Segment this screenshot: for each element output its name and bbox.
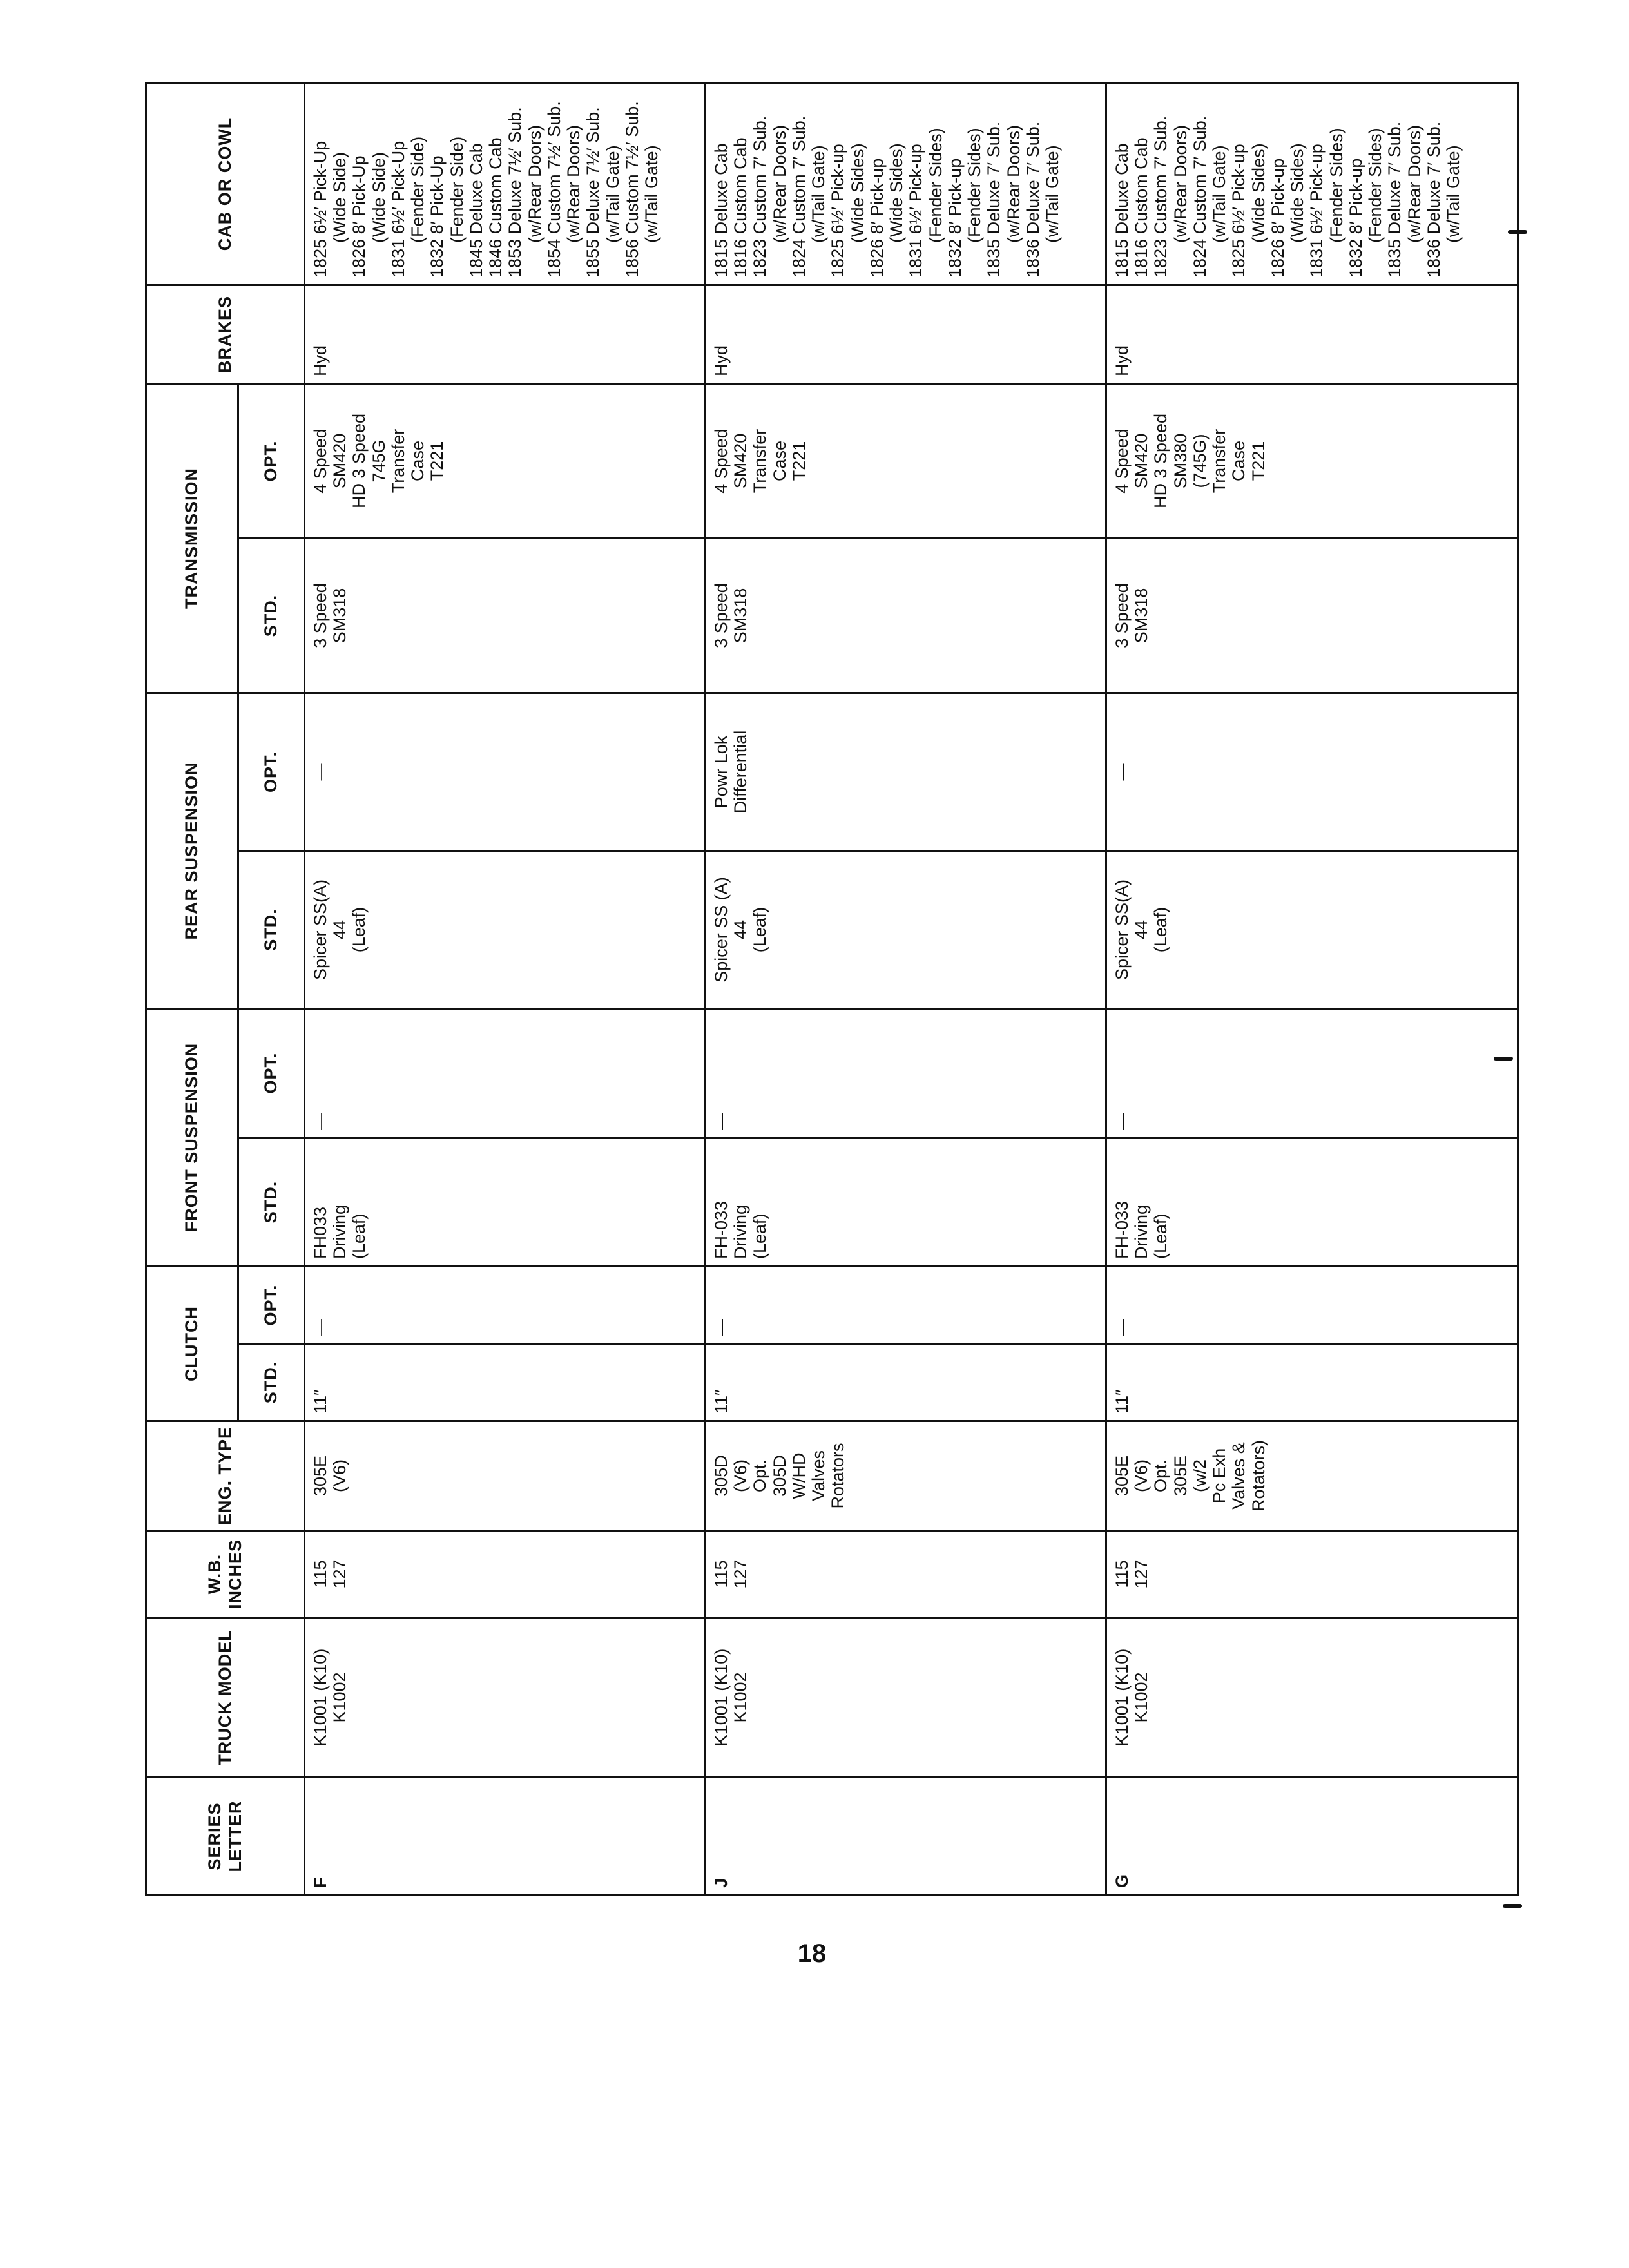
cell-line: 1845 Deluxe Cab — [466, 143, 486, 278]
cell-line: T221 — [427, 441, 447, 481]
cell-rear-suspension-opt — [1106, 693, 1518, 850]
header-transmission: TRANSMISSION — [146, 383, 238, 693]
cell-line: Spicer SS(A) — [1112, 879, 1132, 981]
cell-line: 305E — [1170, 1455, 1190, 1497]
subheader-front-std: STD. — [238, 1137, 305, 1266]
cell-line: Driving — [1132, 1204, 1152, 1259]
margin-tick-mark — [1503, 1904, 1522, 1908]
cell-line: (w/Tail Gate) — [1210, 145, 1229, 243]
cell-line: (Wide Sides) — [1287, 143, 1307, 243]
cell-series-letter — [305, 1778, 706, 1896]
cell-line: 11″ — [711, 1389, 731, 1414]
cell-line: (Leaf) — [1151, 907, 1171, 953]
cell-clutch-opt — [1106, 1266, 1518, 1343]
cell-line: Spicer SS(A) — [311, 879, 330, 981]
cell-line: SM420 — [1132, 433, 1152, 489]
cell-line: (Leaf) — [349, 907, 369, 953]
cell-wb-inches — [305, 1531, 706, 1618]
cell-line: 1853 Deluxe 7½′ Sub. — [505, 107, 525, 278]
header-series-letter: SERIES LETTER — [146, 1778, 305, 1896]
cell-line: SM420 — [330, 433, 350, 489]
subheader-rear-std: STD. — [238, 850, 305, 1008]
cell-cab-or-cowl — [706, 82, 1106, 285]
cell-line: — — [1112, 1319, 1132, 1336]
cell-line: 1846 Custom Cab — [486, 137, 506, 278]
cell-line: 1856 Custom 7½′ Sub. — [622, 101, 642, 278]
margin-tick-mark — [1508, 230, 1527, 234]
cell-line: 1855 Deluxe 7½′ Sub. — [583, 107, 603, 278]
subheader-trans-opt: OPT. — [238, 383, 305, 538]
cell-eng-type — [305, 1421, 706, 1531]
cell-line: (Fender Side) — [447, 136, 467, 243]
cell-line: 11″ — [311, 1389, 330, 1414]
cell-line: W/HD — [789, 1452, 809, 1499]
cell-line: 115 — [311, 1560, 330, 1588]
cell-truck-model — [1106, 1618, 1518, 1778]
cell-line: 1836 Deluxe 7′ Sub. — [1423, 121, 1443, 278]
cell-clutch-std — [706, 1344, 1106, 1421]
cell-line: 115 — [1112, 1560, 1132, 1588]
cell-line: 1823 Custom 7′ Sub. — [750, 115, 770, 278]
cell-line: G — [1112, 1874, 1132, 1888]
cell-line: Differential — [731, 730, 751, 814]
cell-eng-type — [1106, 1421, 1518, 1531]
header-wb-inches: W.B. INCHES — [146, 1531, 305, 1618]
cell-line: — — [311, 1112, 330, 1130]
cell-front-suspension-std — [305, 1137, 706, 1266]
header-front-suspension: FRONT SUSPENSION — [146, 1008, 238, 1266]
cell-line: (V6) — [330, 1459, 350, 1493]
cell-line: (w/Tail Gate) — [602, 145, 622, 243]
cell-line: (w/Tail Gate) — [809, 145, 829, 243]
spec-table-body — [305, 82, 1518, 1895]
cell-line: (V6) — [1132, 1459, 1152, 1493]
cell-line: 1826 8′ Pick-up — [1268, 158, 1287, 278]
cell-line: (Leaf) — [1151, 1213, 1171, 1259]
cell-line: 305D — [769, 1455, 789, 1497]
cell-line: Powr Lok — [711, 735, 731, 809]
cell-line: K1001 (K10) — [311, 1648, 330, 1747]
cell-line: 1816 Custom Cab — [1132, 137, 1152, 278]
cell-line: K1002 — [1132, 1672, 1152, 1723]
cell-line: 3 Speed — [311, 583, 330, 648]
cell-line: Driving — [731, 1204, 751, 1259]
cell-line: (Wide Side) — [369, 151, 389, 243]
cell-line: Opt. — [750, 1459, 770, 1493]
subheader-front-opt: OPT. — [238, 1008, 305, 1137]
cell-wb-inches — [1106, 1531, 1518, 1618]
subheader-trans-std: STD. — [238, 538, 305, 693]
margin-tick-mark — [1494, 1057, 1513, 1061]
table-row — [1106, 82, 1518, 1895]
cell-line: 1815 Deluxe Cab — [711, 143, 731, 278]
cell-transmission-std — [305, 538, 706, 693]
cell-line: Case — [408, 440, 428, 481]
cell-line: (Fender Sides) — [1326, 128, 1346, 243]
cell-line: — — [711, 1319, 731, 1336]
subheader-clutch-opt: OPT. — [238, 1266, 305, 1343]
page-number: 18 — [797, 1939, 827, 1968]
cell-truck-model — [706, 1618, 1106, 1778]
cell-line: K1002 — [330, 1672, 350, 1723]
cell-line: Spicer SS (A) — [711, 877, 731, 983]
cell-line: 44 — [731, 919, 751, 940]
cell-rear-suspension-std — [706, 850, 1106, 1008]
cell-line: T221 — [1248, 441, 1268, 481]
cell-line: T221 — [789, 441, 809, 481]
cell-line: (Fender Sides) — [965, 128, 985, 243]
header-clutch: CLUTCH — [146, 1266, 238, 1421]
cell-line: Valves & — [1229, 1442, 1249, 1510]
cell-brakes — [706, 285, 1106, 383]
cell-line: 44 — [1132, 919, 1152, 940]
cell-line: 11″ — [1112, 1389, 1132, 1414]
cell-line: Hyd — [311, 345, 330, 376]
cell-front-suspension-opt — [706, 1008, 1106, 1137]
cell-truck-model — [305, 1618, 706, 1778]
cell-line: 1831 6½′ Pick-up — [1307, 144, 1327, 278]
cell-line: FH-033 — [711, 1200, 731, 1259]
cell-line: K1001 (K10) — [711, 1648, 731, 1747]
cell-line: 305D — [711, 1455, 731, 1497]
cell-front-suspension-opt — [305, 1008, 706, 1137]
rotated-spec-sheet — [145, 84, 1463, 1896]
cell-line: Case — [1229, 440, 1249, 481]
cell-line: Driving — [330, 1204, 350, 1259]
cell-line: (Leaf) — [750, 1213, 770, 1259]
cell-line: K1002 — [731, 1672, 751, 1723]
truck-spec-table — [145, 82, 1519, 1896]
cell-line: (Wide Side) — [330, 151, 350, 243]
cell-line: Case — [769, 440, 789, 481]
cell-line: K1001 (K10) — [1112, 1648, 1132, 1747]
cell-line: 1816 Custom Cab — [731, 137, 751, 278]
cell-line: Opt. — [1151, 1459, 1171, 1493]
cell-series-letter — [1106, 1778, 1518, 1896]
cell-transmission-std — [1106, 538, 1518, 693]
cell-line: 1832 8′ Pick-up — [945, 158, 965, 278]
cell-line: (V6) — [731, 1459, 751, 1493]
cell-transmission-opt — [1106, 383, 1518, 538]
cell-line: SM420 — [731, 433, 751, 489]
cell-line: 1815 Deluxe Cab — [1112, 143, 1132, 278]
cell-line: (Fender Sides) — [1365, 128, 1385, 243]
cell-line: 1823 Custom 7′ Sub. — [1151, 115, 1171, 278]
cell-rear-suspension-opt — [305, 693, 706, 850]
cell-line: — — [1112, 1112, 1132, 1130]
cell-line: 1835 Deluxe 7′ Sub. — [1385, 121, 1405, 278]
cell-transmission-std — [706, 538, 1106, 693]
cell-line: 1825 6½′ Pick-up — [1229, 144, 1249, 278]
subheader-rear-opt: OPT. — [238, 693, 305, 850]
cell-front-suspension-opt — [1106, 1008, 1518, 1137]
cell-line: Rotators — [828, 1443, 848, 1509]
cell-line: 1831 6½′ Pick-Up — [388, 140, 408, 278]
cell-line: Transfer — [1210, 428, 1229, 494]
cell-eng-type — [706, 1421, 1106, 1531]
table-row — [305, 82, 706, 1895]
cell-line: 1826 8′ Pick-Up — [349, 155, 369, 278]
cell-line: Transfer — [388, 428, 408, 494]
cell-line: 1835 Deluxe 7′ Sub. — [984, 121, 1004, 278]
cell-line: — — [311, 763, 330, 781]
cell-brakes — [305, 285, 706, 383]
cell-rear-suspension-std — [1106, 850, 1518, 1008]
header-eng-type: ENG. TYPE — [146, 1421, 305, 1531]
cell-clutch-std — [1106, 1344, 1518, 1421]
cell-line: SM318 — [330, 588, 350, 644]
cell-transmission-opt — [706, 383, 1106, 538]
table-row — [706, 82, 1106, 1895]
cell-line: — — [311, 1319, 330, 1336]
cell-front-suspension-std — [706, 1137, 1106, 1266]
cell-clutch-opt — [706, 1266, 1106, 1343]
cell-line: (w/Rear Doors) — [1404, 124, 1424, 243]
cell-line: 1836 Deluxe 7′ Sub. — [1023, 121, 1043, 278]
cell-line: 1824 Custom 7′ Sub. — [789, 115, 809, 278]
cell-line: HD 3 Speed — [1151, 413, 1171, 509]
cell-line: (Fender Sides) — [925, 128, 945, 243]
cell-line: Valves — [809, 1450, 829, 1502]
cell-line: 1854 Custom 7½′ Sub. — [544, 101, 564, 278]
cell-series-letter — [706, 1778, 1106, 1896]
cell-line: SM318 — [1132, 588, 1152, 644]
cell-clutch-std — [305, 1344, 706, 1421]
cell-cab-or-cowl — [305, 82, 706, 285]
cell-line: (w/Tail Gate) — [1042, 145, 1062, 243]
cell-line: Hyd — [1112, 345, 1132, 376]
cell-line: FH033 — [311, 1206, 330, 1259]
cell-line: 1824 Custom 7′ Sub. — [1190, 115, 1210, 278]
cell-line: (w/Rear Doors) — [564, 124, 584, 243]
cell-line: 1825 6½′ Pick-up — [828, 144, 848, 278]
cell-line: 1832 8′ Pick-up — [1345, 158, 1365, 278]
header-rear-suspension: REAR SUSPENSION — [146, 693, 238, 1008]
cell-line: (w/Rear Doors) — [1170, 124, 1190, 243]
cell-line: (Leaf) — [349, 1213, 369, 1259]
cell-line: 1825 6½′ Pick-Up — [311, 140, 330, 278]
cell-line: 745G — [369, 439, 389, 483]
cell-line: 4 Speed — [1112, 428, 1132, 494]
cell-line: 127 — [731, 1559, 751, 1589]
cell-line: 1826 8′ Pick-up — [867, 158, 887, 278]
cell-line: (w/Rear Doors) — [1003, 124, 1023, 243]
cell-line: (Wide Sides) — [847, 143, 867, 243]
cell-line: (w/Rear Doors) — [525, 124, 545, 243]
cell-line: SM318 — [731, 588, 751, 644]
cell-line: 127 — [1132, 1559, 1152, 1589]
cell-line: 115 — [711, 1560, 731, 1588]
cell-rear-suspension-opt — [706, 693, 1106, 850]
cell-line: Rotators) — [1248, 1439, 1268, 1512]
cell-transmission-opt — [305, 383, 706, 538]
cell-line: SM380 — [1170, 433, 1190, 489]
cell-line: — — [711, 1112, 731, 1130]
cell-wb-inches — [706, 1531, 1106, 1618]
cell-cab-or-cowl — [1106, 82, 1518, 285]
header-truck-model: TRUCK MODEL — [146, 1618, 305, 1778]
cell-rear-suspension-std — [305, 850, 706, 1008]
cell-line: (745G) — [1190, 434, 1210, 488]
cell-line: 1832 8′ Pick-Up — [427, 155, 447, 278]
header-brakes: BRAKES — [146, 285, 305, 383]
cell-line: (Wide Sides) — [1248, 143, 1268, 243]
cell-line: Pc Exh — [1210, 1448, 1229, 1504]
cell-line: HD 3 Speed — [349, 413, 369, 509]
cell-line: (Wide Sides) — [887, 143, 907, 243]
header-cab-or-cowl: CAB OR COWL — [146, 82, 305, 285]
cell-line: (w/Tail Gate) — [641, 145, 661, 243]
cell-line: 4 Speed — [311, 428, 330, 494]
cell-line: 4 Speed — [711, 428, 731, 494]
cell-line: J — [711, 1878, 731, 1888]
cell-line: FH-033 — [1112, 1200, 1132, 1259]
cell-line: Hyd — [711, 345, 731, 376]
cell-line: 44 — [330, 919, 350, 940]
cell-line: (Fender Side) — [408, 136, 428, 243]
cell-line: 3 Speed — [1112, 583, 1132, 648]
cell-line: (Leaf) — [750, 907, 770, 953]
cell-line: 305E — [1112, 1455, 1132, 1497]
cell-front-suspension-std — [1106, 1137, 1518, 1266]
subheader-clutch-std: STD. — [238, 1344, 305, 1421]
cell-line: (w/Rear Doors) — [769, 124, 789, 243]
cell-line: 305E — [311, 1455, 330, 1497]
cell-line: Transfer — [750, 428, 770, 494]
cell-line: 127 — [330, 1559, 350, 1589]
cell-line: 3 Speed — [711, 583, 731, 648]
cell-line: F — [311, 1877, 330, 1888]
cell-line: (w/2 — [1190, 1459, 1210, 1493]
cell-brakes — [1106, 285, 1518, 383]
cell-line: 1831 6½′ Pick-up — [906, 144, 926, 278]
cell-clutch-opt — [305, 1266, 706, 1343]
cell-line: — — [1112, 763, 1132, 781]
cell-line: (w/Tail Gate) — [1443, 145, 1463, 243]
